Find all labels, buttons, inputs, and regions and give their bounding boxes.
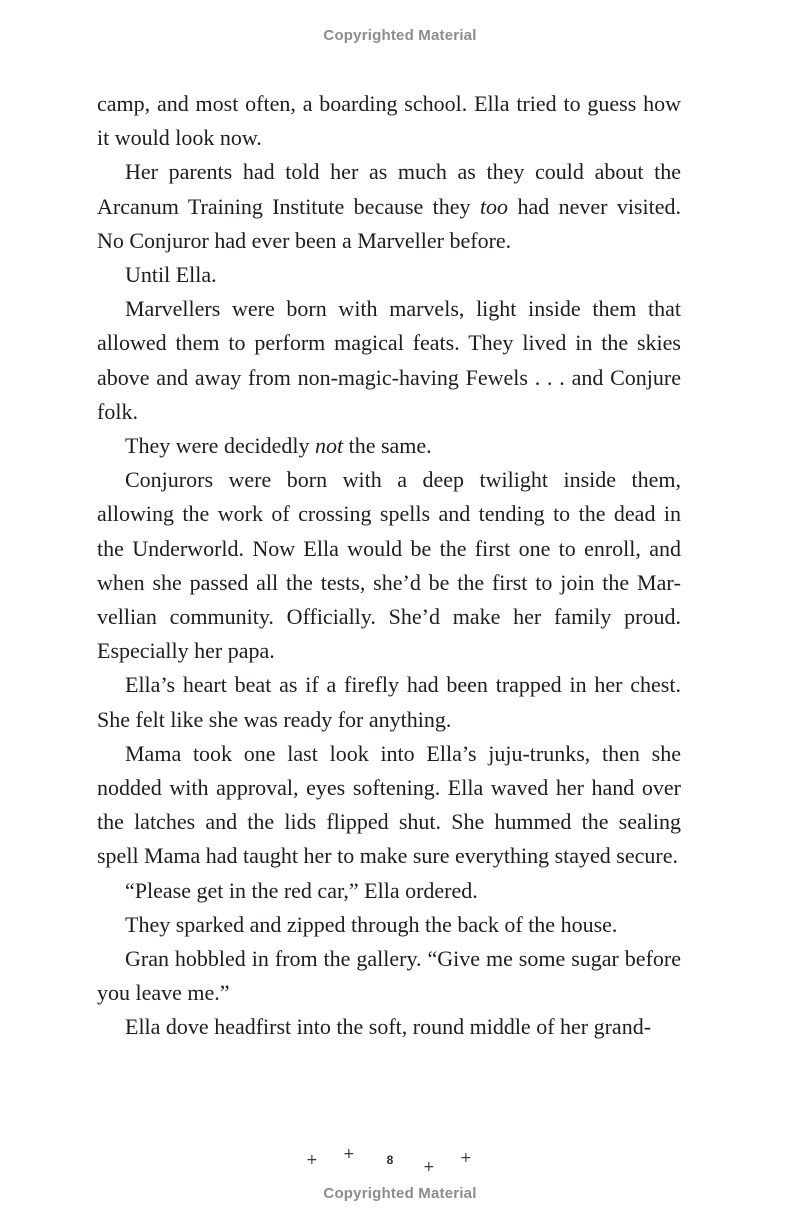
paragraph-5 <box>97 429 681 463</box>
text-run: Ella dove headfirst into the soft, round middle of her grand- <box>125 1014 652 1040</box>
text-run: Until Ella. <box>125 262 217 288</box>
italic-text: not <box>314 433 344 459</box>
text-run: the same. <box>343 433 432 459</box>
text-run: Ella’s heart beat as if a firefly had been trapped in her chest. She felt like she was ready for anything. <box>97 672 681 732</box>
body-text <box>97 87 681 1045</box>
paragraph-9 <box>97 874 681 908</box>
page-number: 8 <box>386 1153 394 1167</box>
sparkle-icon: + <box>423 1159 435 1175</box>
text-run: They sparked and zipped through the back of the house. <box>125 911 618 937</box>
page-footer <box>0 1143 800 1179</box>
copyright-watermark-bottom: Copyrighted Material <box>323 1185 477 1202</box>
paragraph-10 <box>97 908 681 942</box>
text-run: Conjurors were born with a deep twilight inside them, allowing the work of crossing spells and tending to the dead in the Underworld. Now Ella would be the first one to enroll, and when she passed all the tests, she’d be the first to join the Marvellian community. Officially. She’d make her family proud. Especially her papa. <box>97 467 681 664</box>
paragraph-11 <box>97 942 681 1010</box>
paragraph-2 <box>97 155 681 258</box>
text-run: Mama took one last look into Ella’s juju-trunks, then she nodded with approval, eyes softening. Ella waved her hand over the latches and the lids flipped shut. She hummed the sealing spell Mama had taught her to make sure everything stayed secure. <box>97 740 681 869</box>
text-run: They were decidedly <box>125 433 315 459</box>
paragraph-4 <box>97 292 681 429</box>
paragraph-6 <box>97 463 681 668</box>
copyright-watermark-top: Copyrighted Material <box>323 27 477 44</box>
paragraph-1 <box>97 87 681 155</box>
paragraph-8 <box>97 737 681 874</box>
text-run: had never visited. No Conjuror had ever been a Marveller before. <box>97 193 681 253</box>
sparkle-icon: + <box>460 1150 472 1166</box>
text-run: “Please get in the red car,” Ella ordered. <box>125 877 478 903</box>
italic-text: too <box>479 193 509 219</box>
paragraph-12 <box>97 1010 681 1044</box>
text-run: camp, and most often, a boarding school. Ella tried to guess how it would look now. <box>97 91 681 151</box>
sparkle-icon: + <box>306 1152 318 1168</box>
paragraph-3 <box>97 258 681 292</box>
text-run: Marvellers were born with marvels, light inside them that allowed them to perform magical feats. They lived in the skies above and away from non-magic-having Fewels . . . and Conjure folk. <box>97 296 681 424</box>
text-run: Her parents had told her as much as they could about the Arcanum Training Institute because they <box>97 159 681 219</box>
text-run: Gran hobbled in from the gallery. “Give me some sugar before you leave me.” <box>97 946 681 1006</box>
sparkle-icon: + <box>343 1146 355 1162</box>
paragraph-7 <box>97 668 681 736</box>
